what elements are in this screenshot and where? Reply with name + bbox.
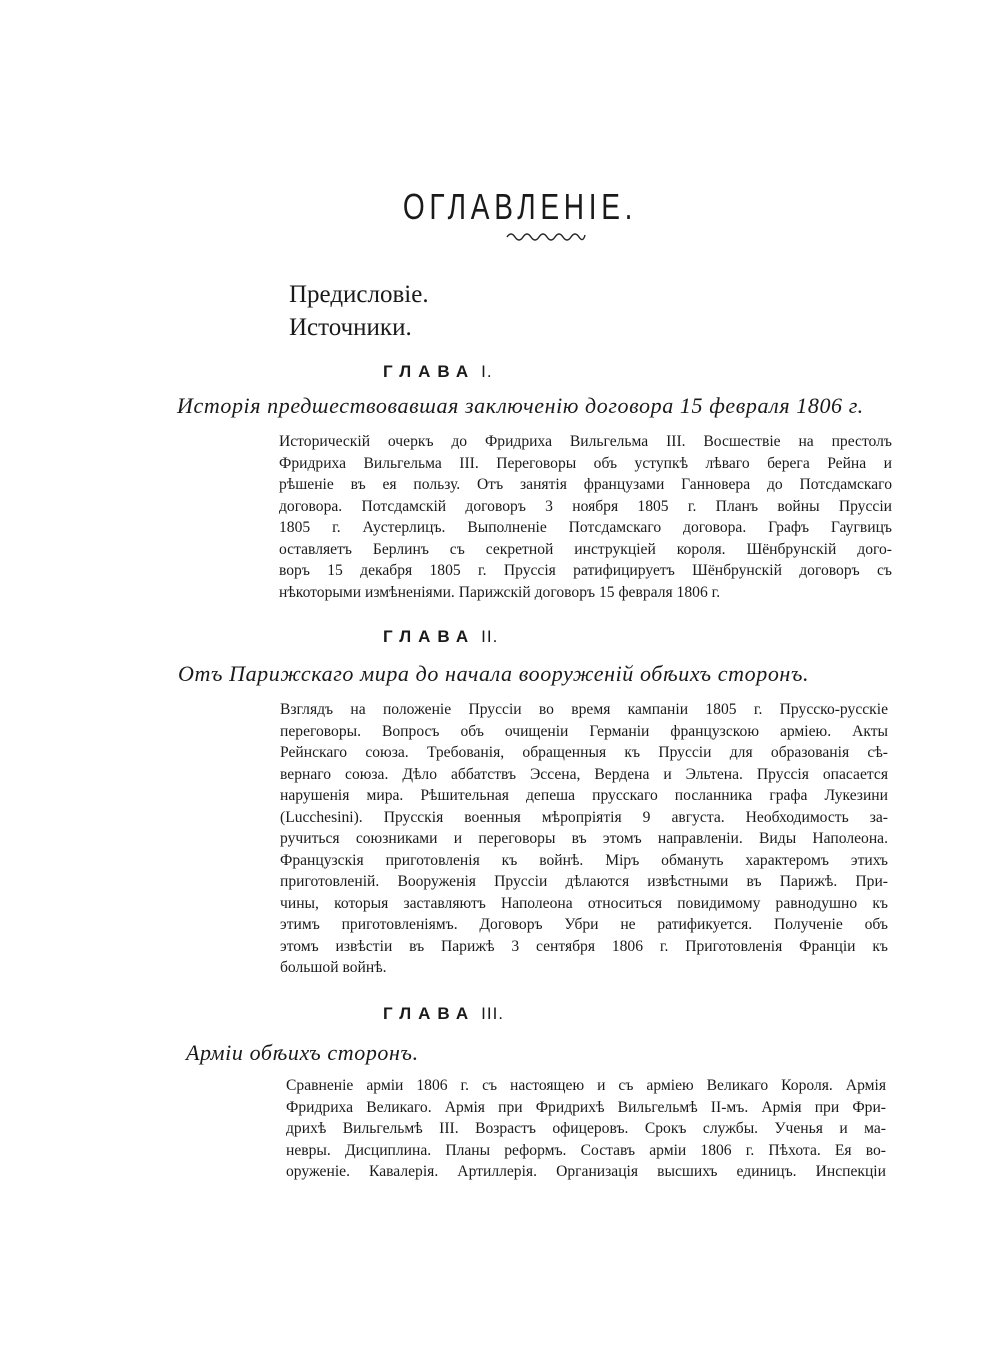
chapter-title: Отъ Парижскаго мира до начала вооруженій обѣихъ сторонъ. [178, 661, 810, 686]
summary-line: нарушенія мира. Рѣшительная депеша прусскаго посланника графа Лукезини [280, 787, 888, 804]
summary-line: этимъ приготовленіямъ. Договоръ Убри не ратификуется. Полученіе объ [280, 916, 888, 933]
chapter-heading [383, 362, 493, 382]
summary-line: Фридриха Вильгельма III. Переговоры объ уступкѣ лѣваго берега Рейна и [279, 454, 892, 472]
chapter-numeral: II. [481, 627, 499, 646]
summary-line: нѣкоторыми измѣненіями. Парижскій договоръ 15 февраля 1806 г. [279, 583, 721, 601]
page-title: ОГЛАВЛЕНІЕ. [402, 186, 638, 227]
chapter-heading-label: ГЛАВА [383, 362, 476, 381]
summary-line: оставляетъ Берлинъ съ секретной инструкціей короля. Шёнбрунскій дого- [279, 540, 892, 558]
summary-line: приготовленій. Вооруженія Пруссіи дѣлаются извѣстными въ Парижѣ. При- [280, 873, 888, 890]
chapter-summary [279, 431, 892, 603]
summary-line: вернаго союза. Дѣло аббатствъ Эссена, Вердена и Эльтена. Пруссія опасается [280, 765, 888, 783]
summary-line: оруженіе. Кавалерія. Артиллерія. Организація высшихъ единицъ. Инспекціи [286, 1163, 886, 1180]
chapter-numeral: III. [481, 1004, 505, 1023]
summary-line: Французскія приготовленія къ войнѣ. Міръ обмануть характеромъ этихъ [280, 851, 888, 869]
chapter-title: Арміи обѣихъ сторонъ. [186, 1040, 419, 1065]
summary-line: Взглядъ на положеніе Пруссіи во время кампаніи 1805 г. Прусско-русскіе [280, 701, 888, 718]
summary-line: Фридриха Великаго. Армія при Фридрихѣ Вильгельмѣ II-мъ. Армія при Фри- [286, 1098, 886, 1116]
summary-line: чины, которыя заставляютъ Наполеона относиться повидимому равнодушно къ [280, 894, 888, 912]
chapter-summary [280, 699, 888, 979]
summary-line: невры. Дисциплина. Планы реформъ. Составъ арміи 1806 г. Пѣхота. Ея во- [286, 1141, 886, 1159]
chapter-numeral: I. [481, 362, 493, 381]
summary-line: этомъ извѣстіи въ Парижѣ 3 сентября 1806 г. Приготовленія Франціи къ [280, 937, 888, 955]
summary-line: 1805 г. Аустерлицъ. Выполненіе Потсдамскаго договора. Графъ Гаугвицъ [279, 519, 892, 536]
front-matter-preface: Предисловіе. [289, 281, 429, 308]
chapter-heading [383, 1004, 504, 1024]
summary-line: рѣшеніе въ ея пользу. Отъ занятія французами Ганновера до Потсдамскаго [279, 476, 892, 493]
summary-line: (Lucchesini). Прусскія военныя мѣропріятія 9 августа. Необходимость за- [280, 808, 888, 826]
chapter-heading-label: ГЛАВА [383, 627, 476, 646]
summary-line: дрихѣ Вильгельмѣ III. Возрастъ офицеровъ. Срокъ службы. Ученья и ма- [286, 1120, 886, 1137]
chapter-summary [286, 1075, 886, 1183]
wave-ornament-icon [505, 228, 587, 242]
summary-line: договора. Потсдамскій договоръ 3 ноября 1805 г. Планъ войны Пруссіи [279, 497, 892, 515]
summary-line: ручиться союзниками и переговоры въ этомъ направленіи. Виды Наполеона. [280, 830, 888, 847]
summary-line: Историческій очеркъ до Фридриха Вильгельма III. Восшествіе на престолъ [279, 433, 892, 450]
summary-line: Сравненіе арміи 1806 г. съ настоящею и съ арміею Великаго Короля. Армія [286, 1077, 886, 1094]
summary-line: Рейнскаго союза. Требованія, обращенныя къ Пруссіи для образованія сѣ- [280, 744, 888, 761]
front-matter-sources: Источники. [289, 314, 412, 341]
chapter-heading [383, 627, 498, 647]
summary-line: воръ 15 декабря 1805 г. Пруссія ратифицируетъ Шёнбрунскій договоръ съ [279, 562, 892, 579]
chapter-title: Исторія предшествовавшая заключенію договора 15 февраля 1806 г. [177, 393, 864, 418]
summary-line: большой войнѣ. [280, 959, 387, 976]
chapter-heading-label: ГЛАВА [383, 1004, 476, 1023]
summary-line: переговоры. Вопросъ объ очищеніи Германіи французскою арміею. Акты [280, 722, 888, 740]
